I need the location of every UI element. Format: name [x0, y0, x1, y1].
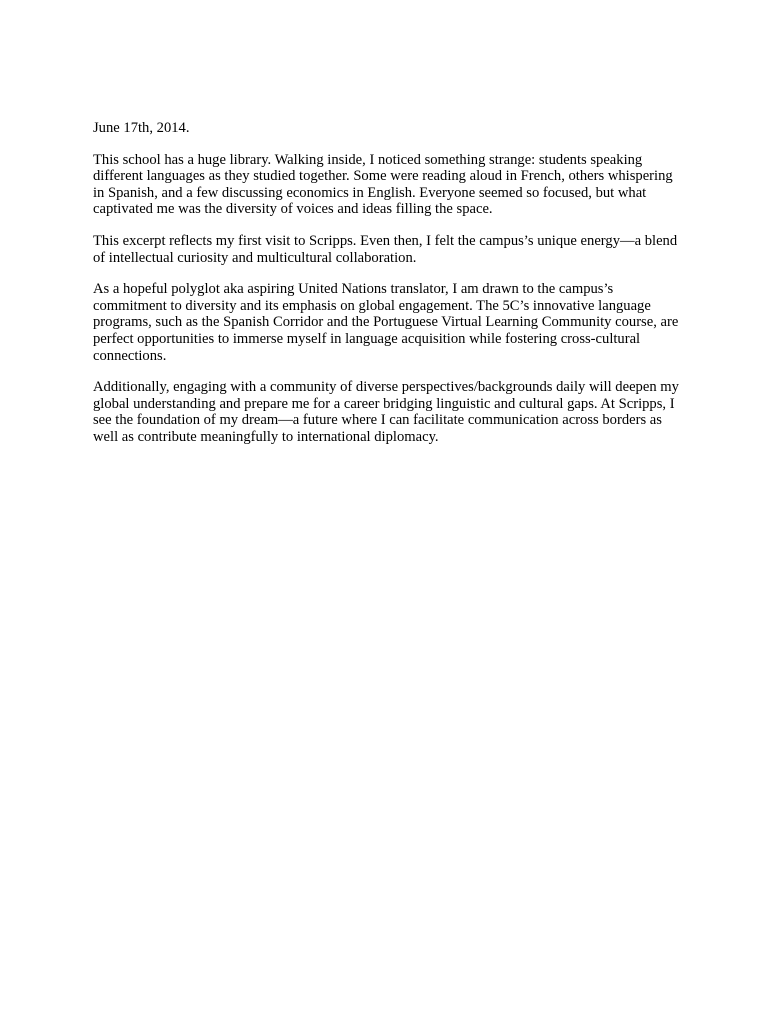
paragraph-polyglot: As a hopeful polyglot aka aspiring United Nations translator, I am drawn to the campus’s commitment to diversity and its emphasis on global engagement. The 5C’s innovative language programs, such as the Spanish Corridor and the Portuguese Virtual Learning Community course, are perfect opportunities to immerse myself in language acquisition while fostering cross-cultural connections.: [93, 281, 679, 364]
paragraph-library-visit: This school has a huge library. Walking inside, I noticed something strange: students speaking different languages as they studied together. Some were reading aloud in French, others whispering in Spanish, and a few discussing economics in English. Everyone seemed so focused, but what captivated me was the diversity of voices and ideas filling the space.: [93, 151, 673, 218]
document-body: [93, 120, 683, 461]
paragraph-first-visit: This excerpt reflects my first visit to Scripps. Even then, I felt the campus’s unique energy—a blend of intellectual curiosity and multicultural collaboration.: [93, 232, 678, 266]
paragraph-global-understanding: Additionally, engaging with a community of diverse perspectives/backgrounds daily will deepen my global understanding and prepare me for a career bridging linguistic and cultural gaps. At Scripps, I see the foundation of my dream—a future where I can facilitate communication across borders as well as contribute meaningfully to international diplomacy.: [93, 379, 679, 445]
document-date: June 17th, 2014.: [93, 120, 190, 136]
